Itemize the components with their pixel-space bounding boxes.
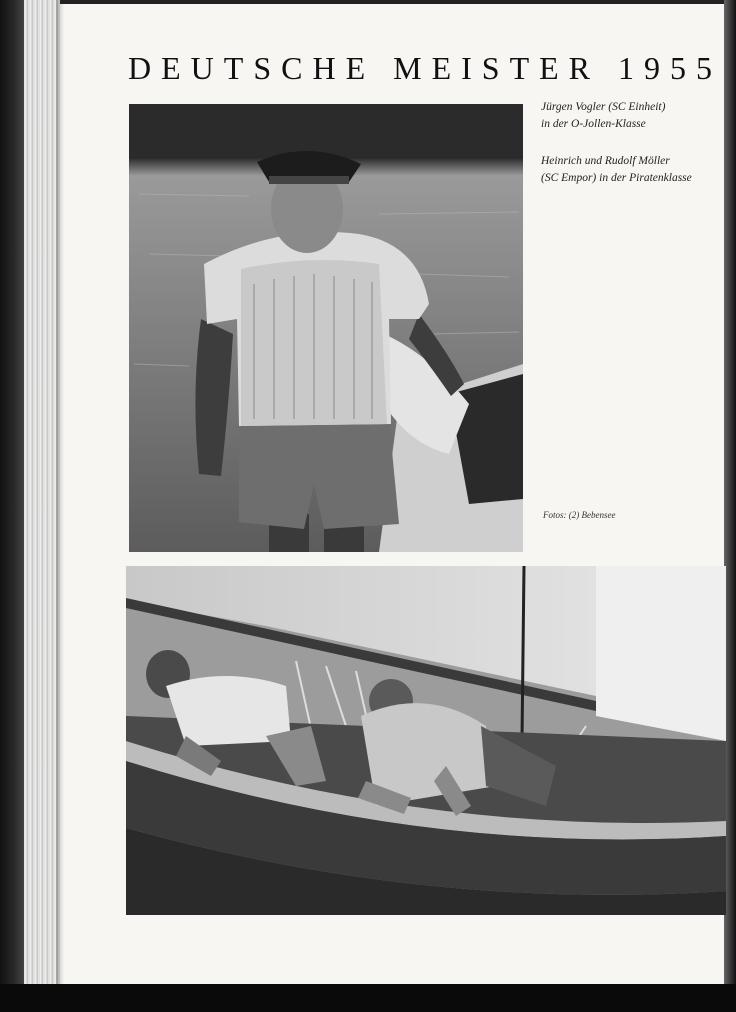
- sailboat-crew-photo: [126, 566, 726, 915]
- caption-line: Heinrich und Rudolf Möller: [541, 155, 670, 167]
- caption-line: Jürgen Vogler (SC Einheit): [541, 101, 666, 113]
- photo-credit: Fotos: (2) Bebensee: [543, 510, 616, 520]
- scan-bottom-border: [0, 984, 736, 1012]
- sailboat-crew-icon: [126, 566, 726, 915]
- caption-line: (SC Empor) in der Piratenklasse: [541, 172, 692, 184]
- gutter-shadow: [56, 0, 64, 985]
- page-title: DEUTSCHE MEISTER 1955: [128, 50, 722, 86]
- sailor-portrait-icon: [129, 104, 523, 552]
- caption-vogler: [541, 99, 726, 133]
- book-spine-edge: [0, 0, 24, 1012]
- book-gutter: [24, 0, 60, 985]
- sailor-portrait-photo: [129, 104, 523, 552]
- scan-top-border: [60, 0, 726, 4]
- caption-line: in der O-Jollen-Klasse: [541, 118, 646, 130]
- caption-moeller: [541, 153, 726, 187]
